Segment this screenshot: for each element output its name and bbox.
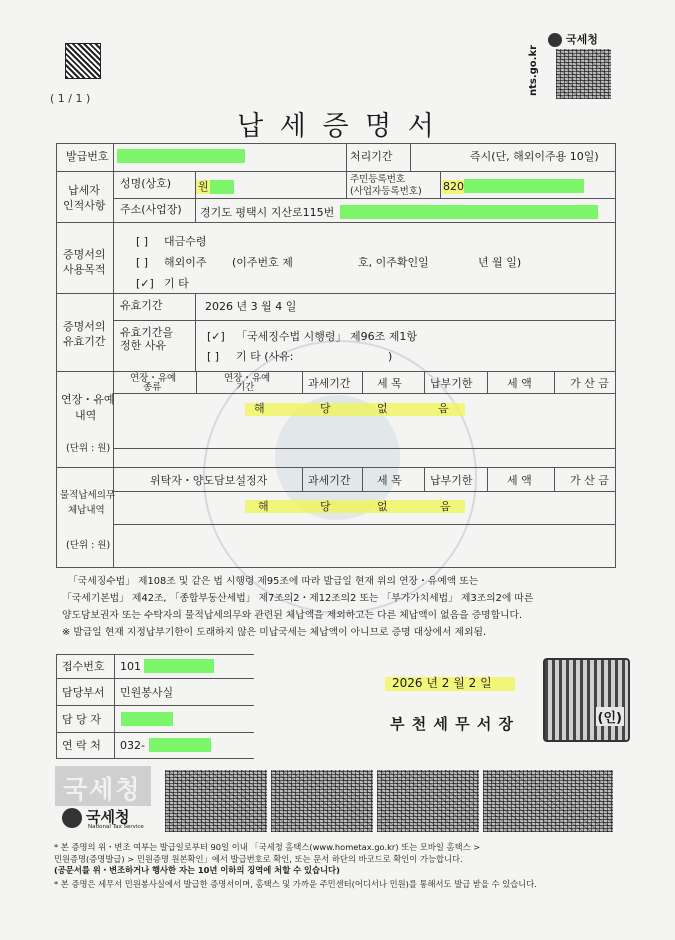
purpose-checkbox-2: [ ] bbox=[136, 256, 149, 269]
deferral-none-4: 음 bbox=[438, 402, 449, 415]
validity-reason-label-2: 정한 사유 bbox=[120, 339, 167, 352]
nts-logo-icon bbox=[548, 33, 562, 47]
tax-office-name: 부 천 세 무 서 장 bbox=[390, 715, 515, 733]
receipt-number-value: 101 bbox=[120, 660, 141, 673]
security-barcode-3 bbox=[377, 770, 479, 832]
footer-note-4: * 본 증명은 세무서 민원봉사실에서 발급한 증명서이며, 홈택스 및 가까운 주민센터(어디서나 민원)를 통해서도 발급 받을 수 있습니다. bbox=[54, 878, 537, 889]
purpose-option-1: 대금수령 bbox=[164, 235, 207, 248]
id-label-1: 주민등록번호 bbox=[350, 174, 406, 185]
id-redacted bbox=[464, 179, 584, 193]
address-value: 경기도 평택시 지산로115번 bbox=[200, 206, 335, 219]
department-label: 담당부서 bbox=[62, 686, 105, 699]
deferral-none-1: 해 bbox=[254, 402, 265, 415]
id-value: 820 bbox=[443, 180, 464, 193]
nts-footer-logo-icon bbox=[62, 808, 82, 828]
emigration-number-text: (이주번호 제 bbox=[232, 256, 293, 269]
name-value: 원 bbox=[198, 180, 209, 193]
validity-label-2: 유효기간 bbox=[63, 335, 106, 348]
name-redacted bbox=[210, 180, 234, 194]
trust-unit: (단위 : 원) bbox=[66, 540, 111, 551]
statement-line-1: 「국세징수법」 제108조 및 같은 법 시행령 제95조에 따라 발급일 현재 위의 연장・유예액 또는 bbox=[68, 576, 479, 587]
deferral-none-highlight bbox=[245, 403, 465, 416]
deferral-none-2: 당 bbox=[320, 402, 331, 415]
trust-col-tax-item: 세 목 bbox=[377, 474, 402, 487]
emigration-date-text: 년 월 일) bbox=[478, 256, 522, 269]
trust-none-1: 해 bbox=[258, 500, 269, 513]
purpose-option-2: 해외이주 bbox=[164, 256, 207, 269]
contact-label: 연 락 처 bbox=[62, 739, 101, 752]
deferral-col-type-2: 종류 bbox=[143, 382, 162, 393]
nts-footer-logo-sub: National Tax Service bbox=[88, 824, 144, 830]
security-barcode-4 bbox=[483, 770, 613, 832]
validity-reason1-text: 「국세징수법 시행령」 제96조 제1항 bbox=[236, 330, 417, 343]
purpose-checkbox-1: [ ] bbox=[136, 235, 149, 248]
qr-code-top-left bbox=[65, 43, 101, 79]
processing-period-value: 즉시(단, 해외이주용 10일) bbox=[470, 150, 599, 163]
validity-reason2-checkbox: [ ] bbox=[207, 350, 220, 363]
deferral-col-tax-item: 세 목 bbox=[377, 377, 402, 390]
validity-reason-label-1: 유효기간을 bbox=[120, 326, 174, 339]
purpose-label-2: 사용목적 bbox=[63, 263, 106, 276]
trust-label-1: 물적납세의무 bbox=[60, 490, 116, 501]
nts-footer-logo-text: 국세청 bbox=[86, 808, 130, 826]
validity-reason2-close: ) bbox=[388, 350, 393, 363]
trust-col-due-date: 납부기한 bbox=[430, 474, 473, 487]
deferral-col-period-2: 기간 bbox=[236, 382, 255, 393]
purpose-option-3: 기 타 bbox=[164, 277, 189, 290]
security-pattern-top-right bbox=[556, 49, 611, 99]
address-label: 주소(사업장) bbox=[120, 203, 182, 216]
trust-none-2: 당 bbox=[320, 500, 331, 513]
deferral-col-tax-period: 과세기간 bbox=[308, 377, 351, 390]
deferral-col-period-1: 연장・유예 bbox=[224, 373, 271, 384]
deferral-col-due-date: 납부기한 bbox=[430, 377, 473, 390]
security-barcode-2 bbox=[271, 770, 373, 832]
validity-reason2-text: 기 타 (사유: bbox=[236, 350, 294, 363]
statement-line-2: 「국세기본법」 제42조, 「종합부동산세법」 제7조의2・제12조의2 또는 「부가가치세법」 제3조의2에 따른 bbox=[62, 593, 534, 604]
receipt-number-label: 접수번호 bbox=[62, 660, 105, 673]
nts-url: nts.go.kr bbox=[528, 44, 539, 96]
trust-none-4: 음 bbox=[440, 500, 451, 513]
deferral-col-surcharge: 가 산 금 bbox=[570, 377, 609, 390]
official-seal-text: (인) bbox=[596, 707, 624, 726]
footer-note-2: 민원증명(증명발급) > 민원증명 원본확인」에서 발급번호로 확인, 또는 문서 하단의 바코드로 확인이 가능합니다. bbox=[54, 853, 463, 864]
deferral-label-2: 내역 bbox=[75, 409, 97, 422]
trust-col-surcharge: 가 산 금 bbox=[570, 474, 609, 487]
validity-reason1-checkbox: [✓] bbox=[207, 330, 225, 343]
trust-col-tax-period: 과세기간 bbox=[308, 474, 351, 487]
trust-col-tax-amount: 세 액 bbox=[507, 474, 532, 487]
purpose-label-1: 증명서의 bbox=[63, 248, 106, 261]
issue-number-label: 발급번호 bbox=[66, 150, 109, 163]
issue-date: 2026 년 2 월 2 일 bbox=[392, 676, 492, 690]
nts-stamp bbox=[55, 766, 151, 806]
validity-period-value: 2026 년 3 월 4 일 bbox=[205, 300, 297, 313]
deferral-col-tax-amount: 세 액 bbox=[507, 377, 532, 390]
name-label: 성명(상호) bbox=[120, 177, 172, 190]
footer-note-3: (공문서를 위・변조하거나 행사한 자는 10년 이하의 징역에 처할 수 있습니다) bbox=[54, 865, 340, 875]
contact-value: 032- bbox=[120, 739, 145, 752]
statement-line-4: ※ 발급일 현재 지정납부기한이 도래하지 않은 미납국세는 체납액이 아니므로 증명 대상에서 제외됨. bbox=[62, 627, 487, 638]
address-redacted bbox=[340, 205, 598, 219]
trust-label-2: 체납내역 bbox=[68, 505, 105, 516]
receipt-number-redacted bbox=[144, 659, 214, 673]
security-barcode-1 bbox=[165, 770, 267, 832]
taxpayer-section-label-1: 납세자 bbox=[68, 184, 100, 197]
trust-none-3: 없 bbox=[377, 500, 388, 513]
officer-label: 담 당 자 bbox=[62, 713, 101, 726]
nts-label: 국세청 bbox=[566, 33, 598, 46]
page-title: 납 세 증 명 서 bbox=[237, 111, 438, 142]
emigration-confirm-text: 호, 이주확인일 bbox=[358, 256, 429, 269]
department-value: 민원봉사실 bbox=[120, 686, 174, 699]
trust-col-trustor: 위탁자・양도담보설정자 bbox=[150, 474, 268, 487]
deferral-none-3: 없 bbox=[377, 402, 388, 415]
validity-label-1: 증명서의 bbox=[63, 320, 106, 333]
nts-stamp-text: 국세청 bbox=[63, 775, 142, 804]
certification-statement bbox=[62, 573, 622, 641]
taxpayer-section-label-2: 인적사항 bbox=[63, 199, 106, 212]
footer-note-1: * 본 증명의 위・변조 여부는 발급일로부터 90일 이내 「국세청 홈택스(www.hometax.go.kr) 또는 모바일 홈택스 > bbox=[54, 842, 481, 852]
deferral-col-type-1: 연장・유예 bbox=[130, 373, 177, 384]
id-label-2: (사업자등록번호) bbox=[350, 186, 422, 197]
deferral-label-1: 연장・유예 bbox=[61, 393, 115, 406]
contact-redacted bbox=[149, 738, 211, 752]
official-seal bbox=[543, 658, 630, 742]
footer-notes bbox=[54, 842, 537, 890]
issue-number-redacted bbox=[117, 149, 245, 163]
validity-period-label: 유효기간 bbox=[120, 299, 163, 312]
trust-none-highlight bbox=[245, 500, 465, 513]
deferral-unit: (단위 : 원) bbox=[66, 443, 111, 454]
statement-line-3: 양도담보권자 또는 수탁자의 물적납세의무와 관련된 체납액을 제외하고는 다른 체납액이 없음을 증명합니다. bbox=[62, 610, 523, 621]
officer-redacted bbox=[121, 712, 173, 726]
purpose-checkbox-3: [✓] bbox=[136, 277, 154, 290]
processing-period-label: 처리기간 bbox=[350, 150, 393, 163]
page-counter: ( 1 / 1 ) bbox=[50, 92, 91, 105]
